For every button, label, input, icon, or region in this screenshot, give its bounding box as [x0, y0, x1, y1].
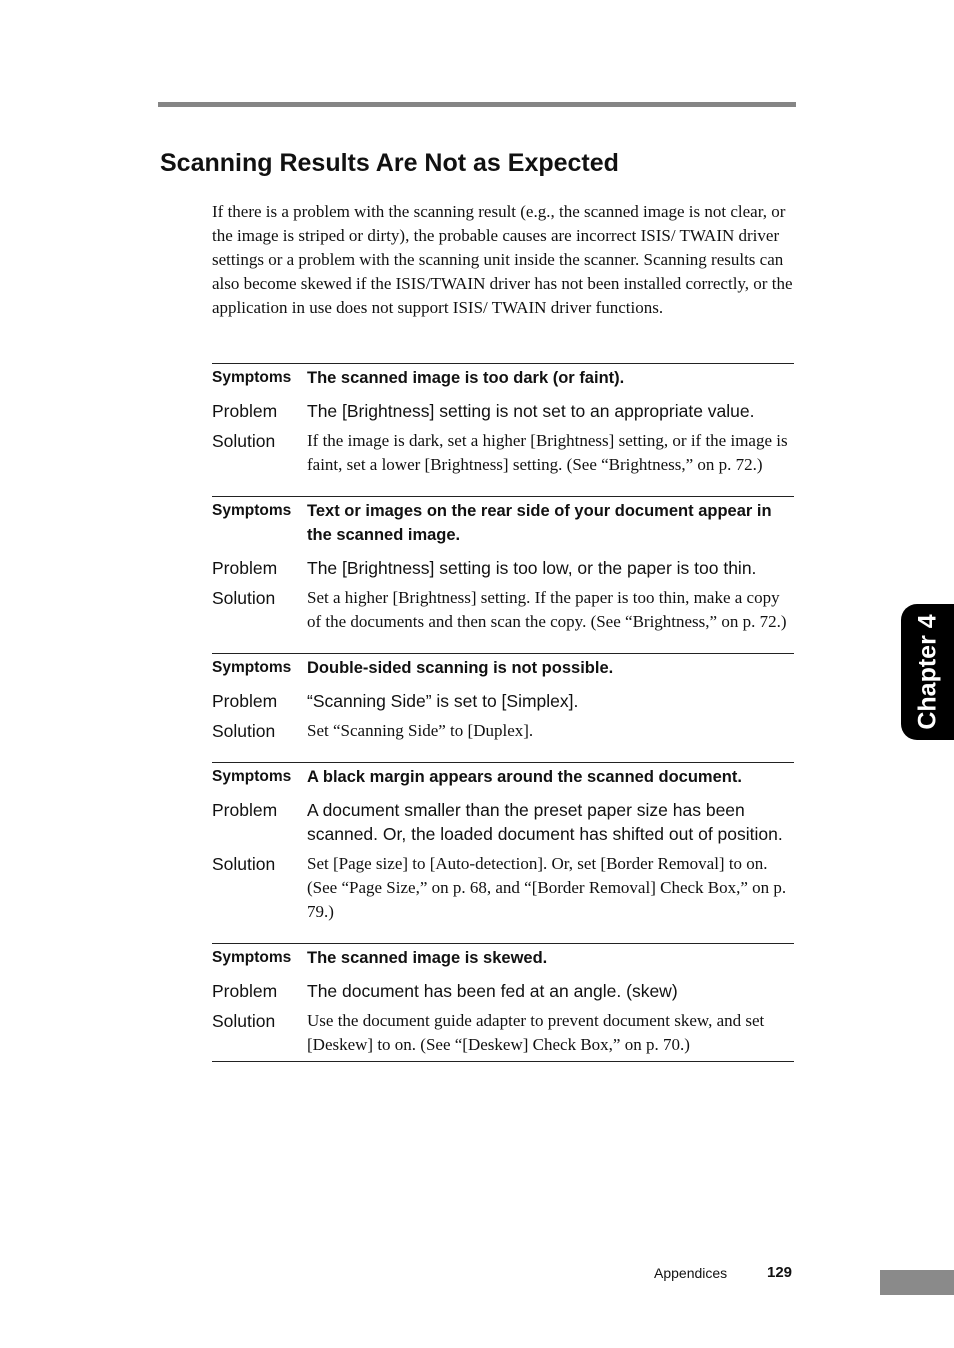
solution-label: Solution — [212, 588, 276, 608]
problem-label: Problem — [212, 800, 278, 820]
chapter-tab-label: Chapter 4 — [913, 614, 941, 730]
chapter-tab — [901, 604, 954, 740]
problem-text: The [Brightness] setting is not set to an appropriate value. — [307, 401, 755, 421]
symptoms-text: A black margin appears around the scanned document. — [307, 768, 742, 786]
problem-label: Problem — [212, 558, 278, 578]
symptoms-text: Double-sided scanning is not possible. — [307, 659, 614, 677]
footer-section-name: Appendices — [654, 1265, 728, 1281]
problem-text: A document smaller than the preset paper size has been scanned. Or, the loaded document has shifted out of position. — [307, 800, 783, 844]
problem-row — [212, 689, 794, 713]
problem-text: “Scanning Side” is set to [Simplex]. — [307, 691, 579, 711]
troubleshooting-entry — [212, 363, 794, 496]
symptoms-label: Symptoms — [212, 949, 292, 966]
troubleshooting-entry — [212, 653, 794, 762]
problem-text: The [Brightness] setting is too low, or the paper is too thin. — [307, 558, 757, 578]
solution-row — [212, 586, 794, 634]
symptoms-label: Symptoms — [212, 502, 292, 519]
intro-paragraph: If there is a problem with the scanning result (e.g., the scanned image is not clear, or the image is striped or dirty), the probable causes are incorrect ISIS/ TWAIN driver settings or a problem with the scanning unit inside the scanner. Scanning results can also become skewed if the ISIS/TWAIN driver has not been installed correctly, or the application in use does not support ISIS/ TWAIN driver functions. — [212, 202, 793, 317]
solution-row — [212, 429, 794, 477]
symptoms-label: Symptoms — [212, 659, 292, 676]
symptoms-row — [212, 656, 794, 680]
page-number: 129 — [767, 1264, 793, 1281]
symptoms-row — [212, 499, 794, 547]
symptoms-row — [212, 765, 794, 789]
top-rule — [158, 102, 796, 107]
symptoms-text: Text or images on the rear side of your document appear in the scanned image. — [307, 502, 772, 544]
problem-row — [212, 798, 794, 846]
problem-label: Problem — [212, 981, 278, 1001]
troubleshooting-table — [212, 363, 794, 1062]
solution-text: Use the document guide adapter to prevent document skew, and set [Deskew] to on. (See “[Deskew] Check Box,” on p. 70.) — [307, 1011, 765, 1054]
symptoms-row — [212, 946, 794, 970]
troubleshooting-entry — [212, 496, 794, 653]
troubleshooting-entry — [212, 762, 794, 943]
troubleshooting-entry — [212, 943, 794, 1062]
solution-label: Solution — [212, 721, 276, 741]
problem-row — [212, 399, 794, 423]
symptoms-label: Symptoms — [212, 768, 292, 785]
solution-row — [212, 852, 794, 924]
solution-label: Solution — [212, 854, 276, 874]
symptoms-text: The scanned image is too dark (or faint). — [307, 369, 625, 387]
solution-text: Set “Scanning Side” to [Duplex]. — [307, 721, 534, 740]
problem-label: Problem — [212, 401, 278, 421]
problem-row — [212, 556, 794, 580]
problem-row — [212, 979, 794, 1003]
solution-label: Solution — [212, 1011, 276, 1031]
solution-text: Set [Page size] to [Auto-detection]. Or, set [Border Removal] to on. (See “Page Size,” on p. 68, and “[Border Removal] Check Box,” on p. 79.) — [307, 854, 787, 921]
solution-text: Set a higher [Brightness] setting. If the paper is too thin, make a copy of the documents and then scan the copy. (See “Brightness,” on p. 72.) — [307, 588, 787, 631]
symptoms-row — [212, 366, 794, 390]
symptoms-text: The scanned image is skewed. — [307, 949, 548, 967]
solution-row — [212, 1009, 794, 1057]
problem-label: Problem — [212, 691, 278, 711]
page-title: Scanning Results Are Not as Expected — [160, 149, 619, 177]
symptoms-label: Symptoms — [212, 369, 292, 386]
solution-text: If the image is dark, set a higher [Brightness] setting, or if the image is faint, set a lower [Brightness] setting. (See “Brightness,” on p. 72.) — [307, 431, 788, 474]
page-edge-tab — [880, 1270, 954, 1295]
problem-text: The document has been fed at an angle. (skew) — [307, 981, 678, 1001]
solution-label: Solution — [212, 431, 276, 451]
solution-row — [212, 719, 794, 743]
